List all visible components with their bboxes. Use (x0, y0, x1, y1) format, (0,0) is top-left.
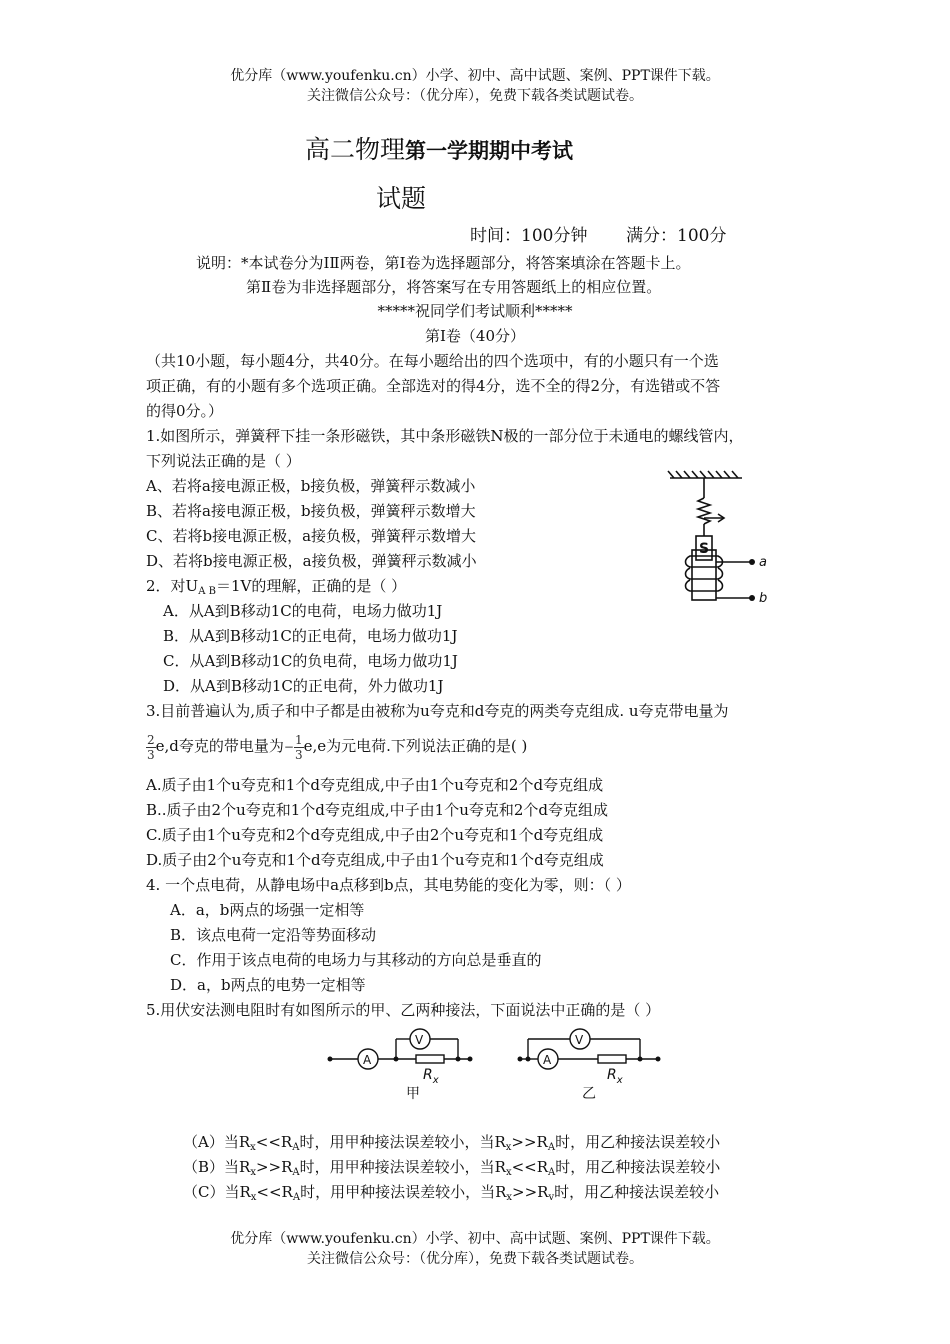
q1-option-b: B、若将a接电源正极，b接负极，弹簧秤示数增大 (146, 502, 476, 520)
q5-ammeter-label-left: A (363, 1053, 372, 1067)
q5-voltmeter-label-right: V (575, 1033, 584, 1047)
q3-text-1: e,d夸克的带电量为 (155, 737, 284, 755)
q2-stem-post: ＝1V的理解，正确的是（ ） (215, 577, 407, 595)
q1-stem-line-2: 下列说法正确的是（ ） (146, 452, 301, 470)
title-regular: 高二物理 (305, 135, 406, 164)
q5-voltmeter-label-left: V (415, 1033, 424, 1047)
q3-option-a: A.质子由1个u夸克和1个d夸克组成,中子由1个u夸克和2个d夸克组成 (146, 776, 604, 794)
title-bold: 第一学期期中考试 (405, 138, 574, 163)
q2-option-c: C．从A到B移动1C的负电荷，电场力做功1J (163, 652, 458, 670)
instruction-line-2: 第Ⅱ卷为非选择题部分，将答案写在专用答题纸上的相应位置。 (246, 278, 662, 296)
q2-stem-pre: 2．对U (146, 577, 199, 595)
q5-label-yi: 乙 (582, 1086, 596, 1102)
q5-figure-circuits (320, 1024, 670, 1104)
instruction-line-1: 说明：*本试卷分为ⅠⅡ两卷，第Ⅰ卷为选择题部分，将答案填涂在答题卡上。 (196, 254, 691, 272)
q1-figure-spring-magnet (660, 468, 780, 613)
q5-label-jia: 甲 (406, 1086, 420, 1102)
q4-stem: 4. 一个点电荷，从静电场中a点移到b点，其电势能的变化为零，则：（ ） (146, 876, 631, 894)
section-heading: 第Ⅰ卷（40分） (424, 327, 525, 345)
q4-option-d: D．a，b两点的电势一定相等 (170, 976, 366, 994)
intro-line-1: （共10小题，每小题4分，共40分。在每小题给出的四个选项中，有的小题只有一个选 (146, 352, 719, 370)
q3-fraction-two-thirds: $\frac{2}{3}$ (147, 732, 155, 762)
header-line-2: 关注微信公众号：（优分库），免费下载各类试题试卷。 (307, 88, 643, 104)
q5-resistor-label-right: $R_x$ (607, 1067, 623, 1086)
q5-resistor-label-left: $R_x$ (423, 1067, 439, 1086)
q5-option-c: （C）当$R_x<<R_A$时，用甲种接法误差较小，当$R_x>>R_v$时，用乙种接法误差较小 (183, 1183, 720, 1203)
q2-option-d: D．从A到B移动1C的正电荷，外力做功1J (163, 677, 444, 695)
q1-option-d: D、若将b接电源正极，a接负极，弹簧秤示数减小 (146, 552, 477, 570)
footer-line-1: 优分库（www.youfenku.cn）小学、初中、高中试题、案例、PPT课件下载。 (230, 1231, 720, 1247)
q3-text-2: e,e为元电荷.下列说法正确的是( ) (303, 737, 528, 755)
q3-option-c: C.质子由1个u夸克和2个d夸克组成,中子由2个u夸克和1个d夸克组成 (146, 826, 604, 844)
q2-stem-sub: A B (198, 586, 216, 597)
q5-option-b: （B）当$R_x>>R_A$时，用甲种接法误差较小，当$R_x<<R_A$时，用乙种接法误差较小 (183, 1158, 721, 1178)
q1-terminal-a: a (759, 555, 767, 570)
q1-magnet-label: S (699, 541, 710, 557)
q3-stem-line-1: 3.目前普遍认为,质子和中子都是由被称为u夸克和d夸克的两类夸克组成. u夸克带电量为 (146, 702, 729, 720)
footer-line-2: 关注微信公众号：（优分库），免费下载各类试题试卷。 (307, 1251, 643, 1267)
q1-terminal-b: b (759, 591, 768, 606)
q1-stem-line-1: 1.如图所示，弹簧秤下挂一条形磁铁，其中条形磁铁N极的一部分位于未通电的螺线管内， (146, 427, 744, 445)
exam-score: 满分：100分 (626, 226, 727, 246)
q2-stem (146, 576, 406, 602)
good-luck-line: *****祝同学们考试顺利***** (377, 302, 573, 320)
q3-stem-line-2 (146, 726, 527, 766)
q4-option-a: A．a，b两点的场强一定相等 (170, 901, 365, 919)
q2-option-b: B．从A到B移动1C的正电荷，电场力做功1J (163, 627, 458, 645)
q3-minus-sign: − (283, 740, 294, 754)
q4-option-c: C．作用于该点电荷的电场力与其移动的方向总是垂直的 (170, 951, 542, 969)
page-title (305, 134, 573, 167)
intro-line-3: 的得0分。） (146, 402, 224, 420)
header-line-1: 优分库（www.youfenku.cn）小学、初中、高中试题、案例、PPT课件下载。 (230, 68, 720, 84)
q1-option-c: C、若将b接电源正极，a接负极，弹簧秤示数增大 (146, 527, 477, 545)
q5-option-a: （A）当$R_x<<R_A$时，用甲种接法误差较小，当$R_x>>R_A$时，用乙种接法误差较小 (183, 1133, 721, 1153)
q5-stem: 5.用伏安法测电阻时有如图所示的甲、乙两种接法，下面说法中正确的是（ ） (146, 1001, 661, 1019)
q3-fraction-one-third: $\frac{1}{3}$ (294, 732, 303, 762)
q4-option-b: B．该点电荷一定沿等势面移动 (170, 926, 377, 944)
exam-time: 时间：100分钟 (470, 226, 588, 246)
q3-option-d: D.质子由2个u夸克和1个d夸克组成,中子由1个u夸克和1个d夸克组成 (146, 851, 604, 869)
q5-ammeter-label-right: A (543, 1053, 552, 1067)
q3-option-b: B..质子由2个u夸克和1个d夸克组成,中子由1个u夸克和2个d夸克组成 (146, 801, 609, 819)
page-subtitle: 试题 (376, 184, 427, 213)
intro-line-2: 项正确，有的小题有多个选项正确。全部选对的得4分，选不全的得2分，有选错或不答 (146, 377, 721, 395)
q1-option-a: A、若将a接电源正极，b接负极，弹簧秤示数减小 (146, 477, 476, 495)
q2-option-a: A．从A到B移动1C的电荷，电场力做功1J (163, 602, 443, 620)
